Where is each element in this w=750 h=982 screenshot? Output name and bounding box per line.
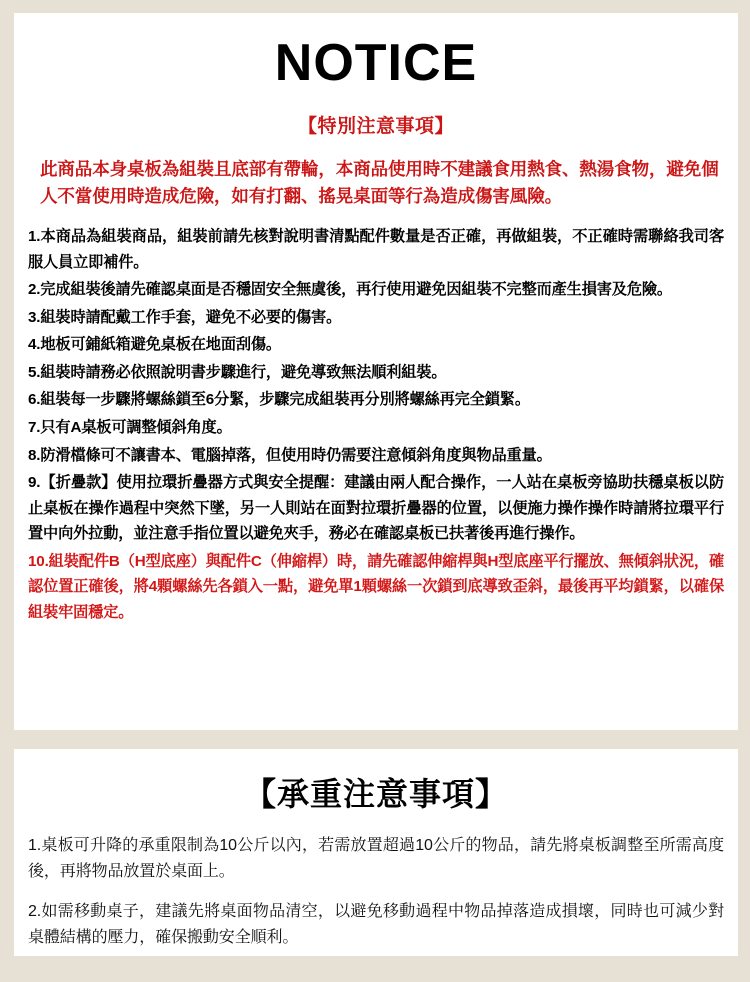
notice-item-9: 9.【折疊款】使用拉環折疊器方式與安全提醒：建議由兩人配合操作，一人站在桌板旁協助扶穩桌板以防止桌板在操作過程中突然下墜，另一人則站在面對拉環折疊器的位置，以便施力操作操作時請將拉環平行置中向外拉動，並注意手指位置以避免夾手，務必在確認桌板已扶著後再進行操作。 — [28, 474, 724, 543]
notice-card — [14, 13, 738, 730]
notice-item-6: 6.組裝每一步驟將螺絲鎖至6分緊，步驟完成組裝再分別將螺絲再完全鎖緊。 — [28, 391, 530, 409]
load-capacity-card — [14, 749, 738, 956]
load-item-2: 2.如需移動桌子，建議先將桌面物品清空，以避免移動過程中物品掉落造成損壞，同時也可減少對桌體結構的壓力，確保搬動安全順利。 — [28, 902, 724, 946]
notice-item-8: 8.防滑檔條可不讓書本、電腦掉落，但使用時仍需要注意傾斜角度與物品重量。 — [28, 446, 552, 464]
red-warning-block — [28, 156, 724, 210]
notice-item-3: 3.組裝時請配戴工作手套，避免不必要的傷害。 — [28, 308, 342, 326]
notice-item-2: 2.完成組裝後請先確認桌面是否穩固安全無虞後，再行使用避免因組裝不完整而產生損害及危險。 — [28, 281, 672, 299]
notice-item-4: 4.地板可鋪紙箱避免桌板在地面刮傷。 — [28, 336, 281, 354]
notice-item-10: 10.組裝配件B（H型底座）與配件C（伸縮桿）時，請先確認伸縮桿與H型底座平行擺放、無傾斜狀況，確認位置正確後，將4顆螺絲先各鎖入一點，避免單1顆螺絲一次鎖到底導致歪斜，最後再平均鎖緊，以確保組裝牢固穩定。 — [28, 552, 724, 621]
special-notice-subtitle: 【特別注意事項】 — [297, 116, 454, 137]
load-capacity-item-list — [28, 833, 724, 951]
notice-item-list — [28, 224, 724, 625]
notice-item-7: 7.只有A桌板可調整傾斜角度。 — [28, 418, 232, 436]
load-item-1: 1.桌板可升降的承重限制為10公斤以內，若需放置超過10公斤的物品，請先將桌板調整至所需高度後，再將物品放置於桌面上。 — [28, 837, 724, 880]
page-title: NOTICE — [274, 34, 478, 92]
notice-item-5: 5.組裝時請務必依照說明書步驟進行，避免導致無法順利組裝。 — [28, 363, 447, 381]
notice-item-1: 1.本商品為組裝商品，組裝前請先核對說明書清點配件數量是否正確，再做組裝，不正確時需聯絡我司客服人員立即補件。 — [28, 228, 724, 271]
load-capacity-title: 【承重注意事項】 — [243, 776, 508, 812]
red-warning-text: 此商品本身桌板為組裝且底部有帶輪，本商品使用時不建議食用熱食、熱湯食物，避免個人不當使用時造成危險，如有打翻、搖晃桌面等行為造成傷害風險。 — [40, 159, 719, 207]
